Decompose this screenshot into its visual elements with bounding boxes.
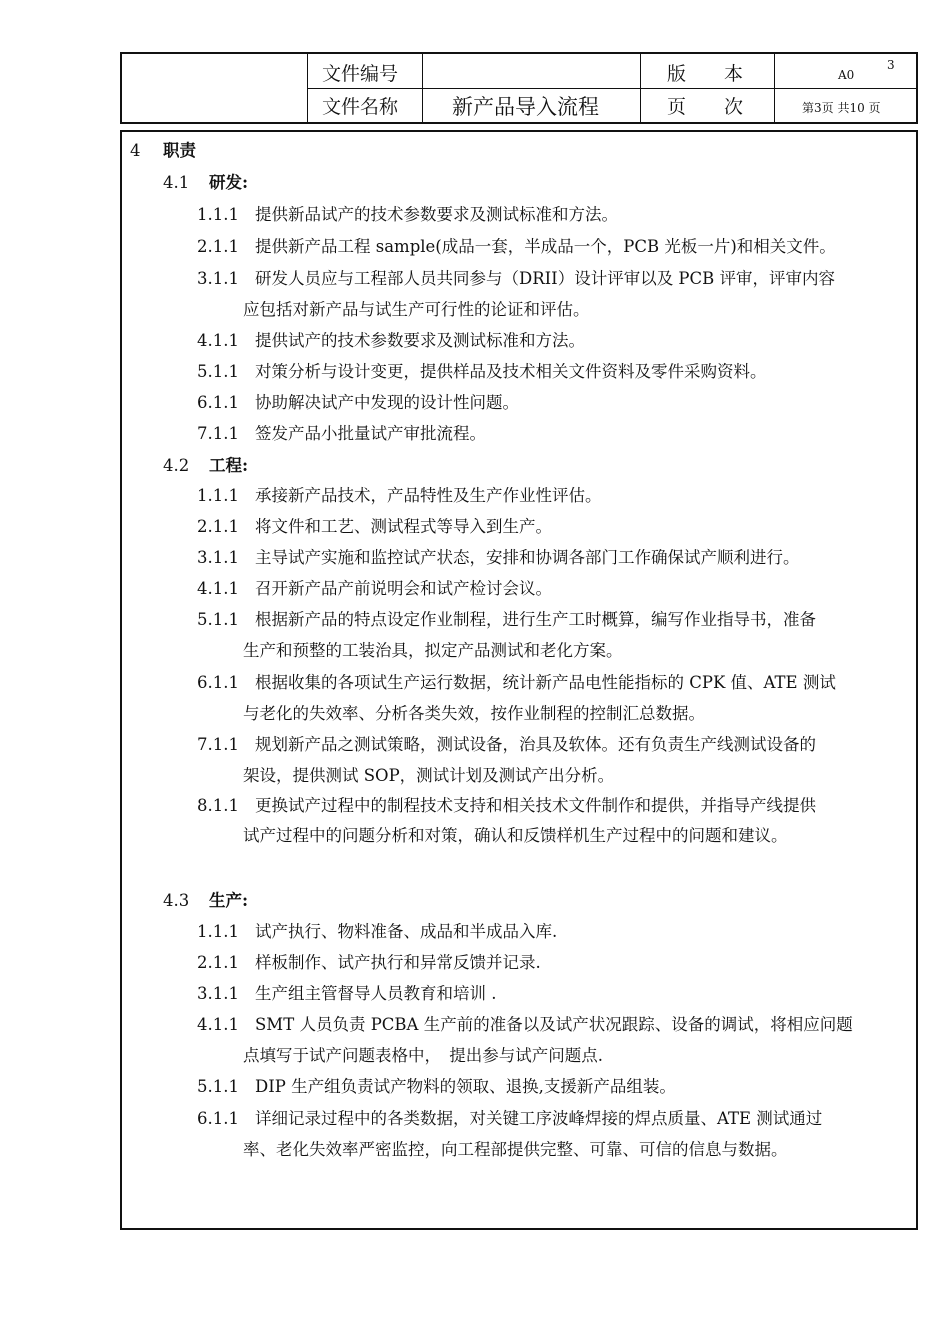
item-number: 6.1.1 xyxy=(197,1109,239,1128)
item-text: DIP 生产组负责试产物料的领取、退换,支援新产品组装。 xyxy=(255,1077,676,1096)
subsection-number: 4.1 xyxy=(163,173,190,192)
item-number: 2.1.1 xyxy=(197,517,239,536)
item-text: 将文件和工艺、测试程式等导入到生产。 xyxy=(255,517,552,536)
subsection-title: 生产: xyxy=(209,891,249,910)
doc-name-value: 新产品导入流程 xyxy=(452,95,599,119)
item-number: 8.1.1 xyxy=(197,796,239,815)
version-value: A0 xyxy=(838,68,855,82)
item-number: 2.1.1 xyxy=(197,953,239,972)
item-text: 对策分析与设计变更，提供样品及技术相关文件资料及零件采购资料。 xyxy=(255,362,767,381)
version-label: 版 本 xyxy=(667,62,744,85)
item-number: 4.1.1 xyxy=(197,331,239,350)
item-number: 1.1.1 xyxy=(197,486,239,505)
document-header-table xyxy=(120,52,918,124)
item-text: 规划新产品之测试策略，测试设备，治具及软体。还有负责生产线测试设备的 xyxy=(255,735,816,754)
subsection-title: 研发: xyxy=(209,173,249,192)
item-number: 7.1.1 xyxy=(197,735,239,754)
item-text: 协助解决试产中发现的设计性问题。 xyxy=(255,393,519,412)
item-text: 提供新产品工程 sample(成品一套，半成品一个，PCB 光板一片)和相关文件。 xyxy=(255,237,836,256)
item-text-cont: 应包括对新产品与试生产可行性的论证和评估。 xyxy=(243,300,590,319)
item-text: 根据收集的各项试生产运行数据，统计新产品电性能指标的 CPK 值、ATE 测试 xyxy=(255,673,836,692)
item-text-cont: 与老化的失效率、分析各类失效，按作业制程的控制汇总数据。 xyxy=(243,704,705,723)
subsection-number: 4.2 xyxy=(163,456,190,475)
item-text: 生产组主管督导人员教育和培训 . xyxy=(255,984,497,1003)
item-text: 提供试产的技术参数要求及测试标准和方法。 xyxy=(255,331,585,350)
item-text-cont: 生产和预整的工装治具，拟定产品测试和老化方案。 xyxy=(243,641,623,660)
item-number: 5.1.1 xyxy=(197,1077,239,1096)
item-text: 召开新产品产前说明会和试产检讨会议。 xyxy=(255,579,552,598)
item-number: 5.1.1 xyxy=(197,610,239,629)
item-number: 4.1.1 xyxy=(197,1015,239,1034)
item-number: 1.1.1 xyxy=(197,205,239,224)
item-text-cont: 率、老化失效率严密监控，向工程部提供完整、可靠、可信的信息与数据。 xyxy=(243,1140,788,1159)
version-superscript: 3 xyxy=(887,58,895,72)
item-number: 1.1.1 xyxy=(197,922,239,941)
item-number: 3.1.1 xyxy=(197,269,239,288)
item-text-cont: 试产过程中的问题分析和对策，确认和反馈样机生产过程中的问题和建议。 xyxy=(243,826,788,845)
section-title: 职责 xyxy=(163,141,196,160)
item-number: 4.1.1 xyxy=(197,579,239,598)
item-number: 6.1.1 xyxy=(197,673,239,692)
header-row-divider xyxy=(307,88,916,89)
item-number: 2.1.1 xyxy=(197,237,239,256)
item-text: 提供新品试产的技术参数要求及测试标准和方法。 xyxy=(255,205,618,224)
item-number: 3.1.1 xyxy=(197,984,239,1003)
item-text: 试产执行、物料准备、成品和半成品入库. xyxy=(255,922,558,941)
doc-name-label: 文件名称 xyxy=(322,95,399,118)
doc-number-label: 文件编号 xyxy=(322,62,399,85)
item-text: 详细记录过程中的各类数据，对关键工序波峰焊接的焊点质量、ATE 测试通过 xyxy=(255,1109,823,1128)
item-text: 主导试产实施和监控试产状态，安排和协调各部门工作确保试产顺利进行。 xyxy=(255,548,800,567)
item-number: 3.1.1 xyxy=(197,548,239,567)
item-text-cont: 点填写于试产问题表格中， 提出参与试产问题点. xyxy=(243,1046,603,1065)
subsection-title: 工程: xyxy=(209,456,249,475)
item-number: 7.1.1 xyxy=(197,424,239,443)
item-text-cont: 架设，提供测试 SOP，测试计划及测试产出分析。 xyxy=(243,766,615,785)
section-number: 4 xyxy=(130,141,141,160)
item-text: 签发产品小批量试产审批流程。 xyxy=(255,424,486,443)
item-text: 根据新产品的特点设定作业制程，进行生产工时概算，编写作业指导书，准备 xyxy=(255,610,816,629)
page-value: 第3页 共10 页 xyxy=(802,100,881,115)
item-number: 5.1.1 xyxy=(197,362,239,381)
item-number: 6.1.1 xyxy=(197,393,239,412)
item-text: 样板制作、试产执行和异常反馈并记录. xyxy=(255,953,541,972)
item-text: 更换试产过程中的制程技术支持和相关技术文件制作和提供，并指导产线提供 xyxy=(255,796,816,815)
subsection-number: 4.3 xyxy=(163,891,190,910)
item-text: 研发人员应与工程部人员共同参与（DRII）设计评审以及 PCB 评审，评审内容 xyxy=(255,269,836,288)
item-text: SMT 人员负责 PCBA 生产前的准备以及试产状况跟踪、设备的调试，将相应问题 xyxy=(255,1015,853,1034)
page-label: 页 次 xyxy=(667,95,744,118)
item-text: 承接新产品技术，产品特性及生产作业性评估。 xyxy=(255,486,602,505)
